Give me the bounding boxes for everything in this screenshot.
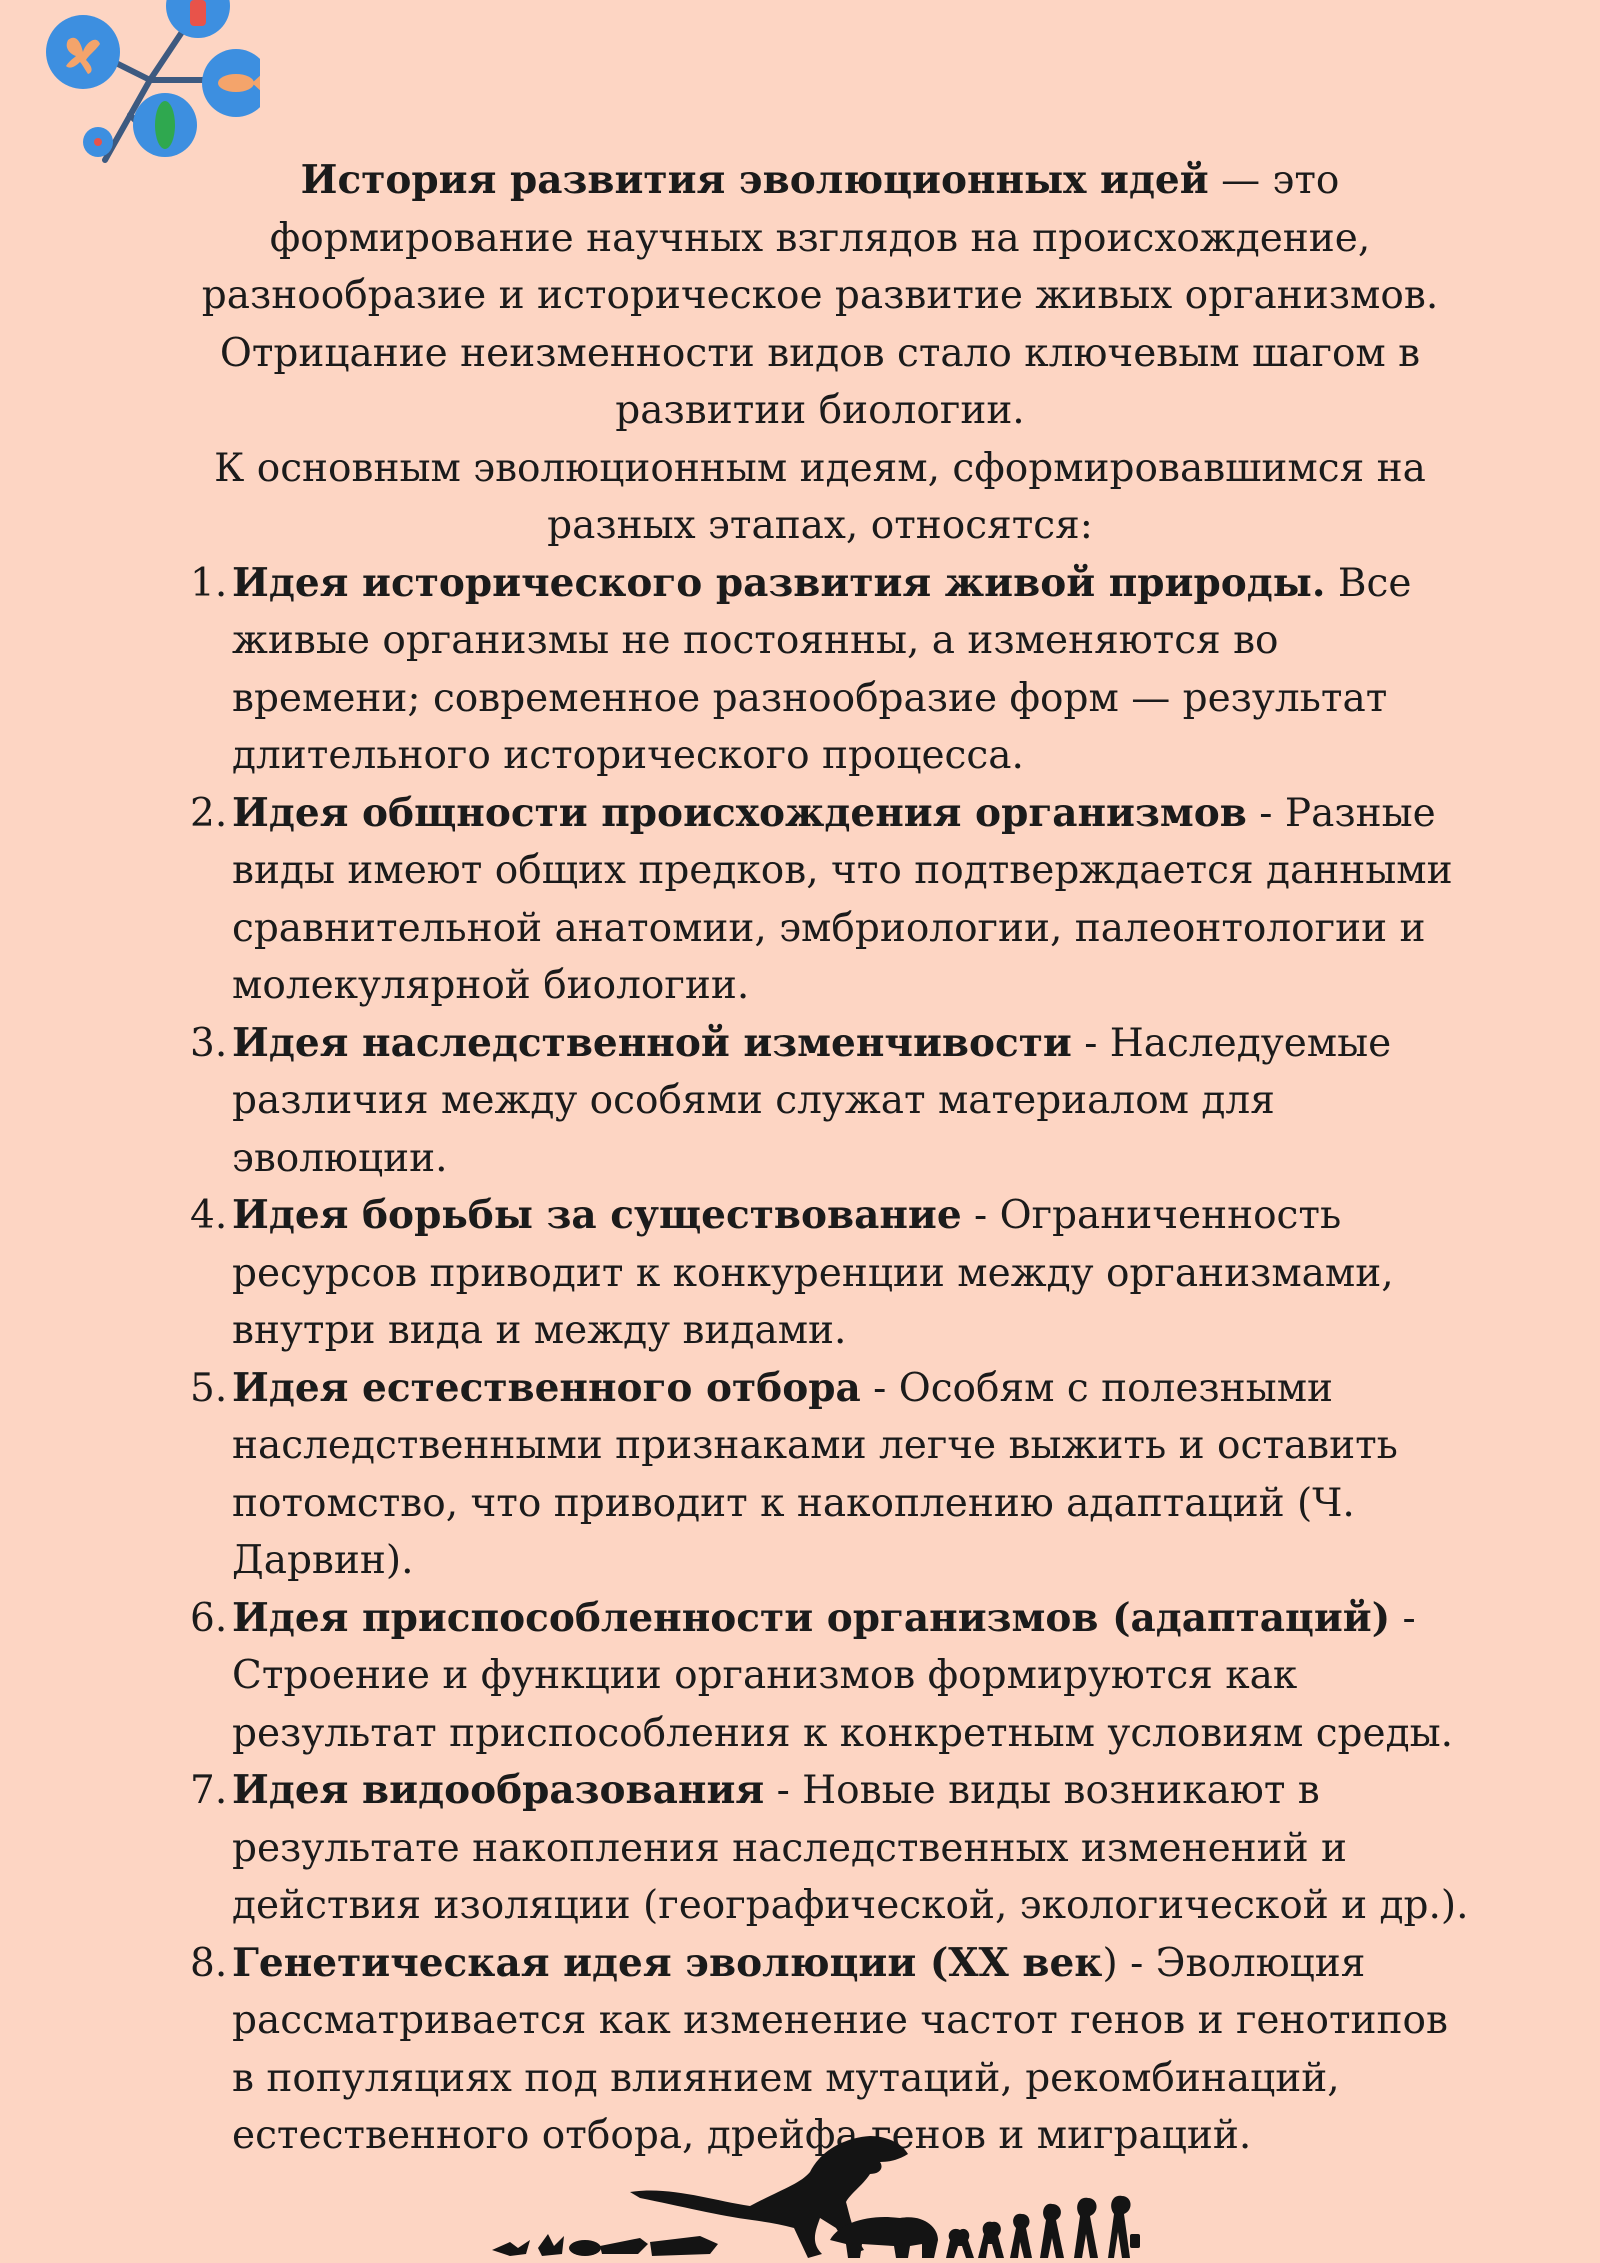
list-item bbox=[170, 1187, 1470, 1360]
list-item-text: ) - Эволюция рассматривается как изменение частот генов и генотипов в популяциях под влиянием мутаций, рекомбинаций, естественного отбора, дрейфа генов и миграций. bbox=[232, 1940, 1448, 2158]
list-item bbox=[170, 1015, 1470, 1188]
list-item bbox=[170, 1762, 1470, 1935]
list-item bbox=[170, 1590, 1470, 1763]
list-item-text: - Новые виды возникают в результате накопления наследственных изменений и действия изоляции (географической, экологической и др.). bbox=[232, 1768, 1469, 1928]
list-item-number: 1. bbox=[190, 560, 228, 606]
list-item-title: Идея наследственной изменчивости bbox=[232, 1019, 1072, 1066]
ideas-list bbox=[170, 555, 1470, 2165]
list-item-number: 3. bbox=[190, 1020, 228, 1066]
list-item-title: Идея борьбы за существование bbox=[232, 1192, 962, 1238]
intro-lead: К основным эволюционным идеям, сформировавшимся на разных этапах, относятся: bbox=[214, 445, 1426, 548]
list-item-text: Все живые организмы не постоянны, а изменяются во времени; современное разнообразие форм — результат длительного исторического процесса. bbox=[232, 560, 1412, 778]
list-item-text: - Ограниченность ресурсов приводит к конкуренции между организмами, внутри вида и между видами. bbox=[232, 1193, 1394, 1353]
list-item-number: 5. bbox=[190, 1365, 228, 1411]
list-item-text: - Строение и функции организмов формируются как результат приспособления к конкретным условиям среды. bbox=[232, 1595, 1454, 1756]
list-item-number: 6. bbox=[190, 1595, 228, 1641]
intro-term: История развития эволюционных идей bbox=[300, 157, 1209, 203]
document-body bbox=[170, 152, 1470, 2165]
evolution-tree-icon bbox=[30, 0, 260, 170]
list-item-title: Идея исторического развития живой природы. bbox=[232, 559, 1326, 606]
list-item-text: - Наследуемые различия между особями служат материалом для эволюции. bbox=[232, 1020, 1392, 1181]
list-item-title: Идея естественного отбора bbox=[232, 1364, 861, 1411]
list-item-number: 4. bbox=[190, 1193, 228, 1238]
intro-paragraph bbox=[170, 152, 1470, 440]
intro-definition: — это формирование научных взглядов на происхождение, разнообразие и историческое развитие живых организмов. Отрицание неизменности видов стало ключевым шагом в развитии биологии. bbox=[201, 158, 1439, 433]
list-item bbox=[170, 785, 1470, 1015]
list-item-title: Генетическая идея эволюции (XX век bbox=[232, 1939, 1103, 1986]
list-item-text: - Разные виды имеют общих предков, что подтверждается данными сравнительной анатомии, эмбриологии, палеонтологии и молекулярной биологии. bbox=[232, 790, 1453, 1008]
list-item-title: Идея видообразования bbox=[232, 1767, 765, 1813]
list-item-text: - Особям с полезными наследственными признаками легче выжить и оставить потомство, что приводит к накоплению адаптаций (Ч. Дарвин). bbox=[232, 1365, 1398, 1583]
list-item-number: 2. bbox=[190, 790, 228, 836]
list-item bbox=[170, 555, 1470, 785]
list-item-number: 8. bbox=[190, 1940, 228, 1986]
list-item-number: 7. bbox=[190, 1768, 228, 1813]
list-item-title: Идея общности происхождения организмов bbox=[232, 789, 1247, 836]
evolution-silhouette-illustration bbox=[490, 2130, 1140, 2263]
list-item bbox=[170, 1360, 1470, 1590]
list-item-title: Идея приспособленности организмов (адаптаций) bbox=[232, 1594, 1391, 1641]
